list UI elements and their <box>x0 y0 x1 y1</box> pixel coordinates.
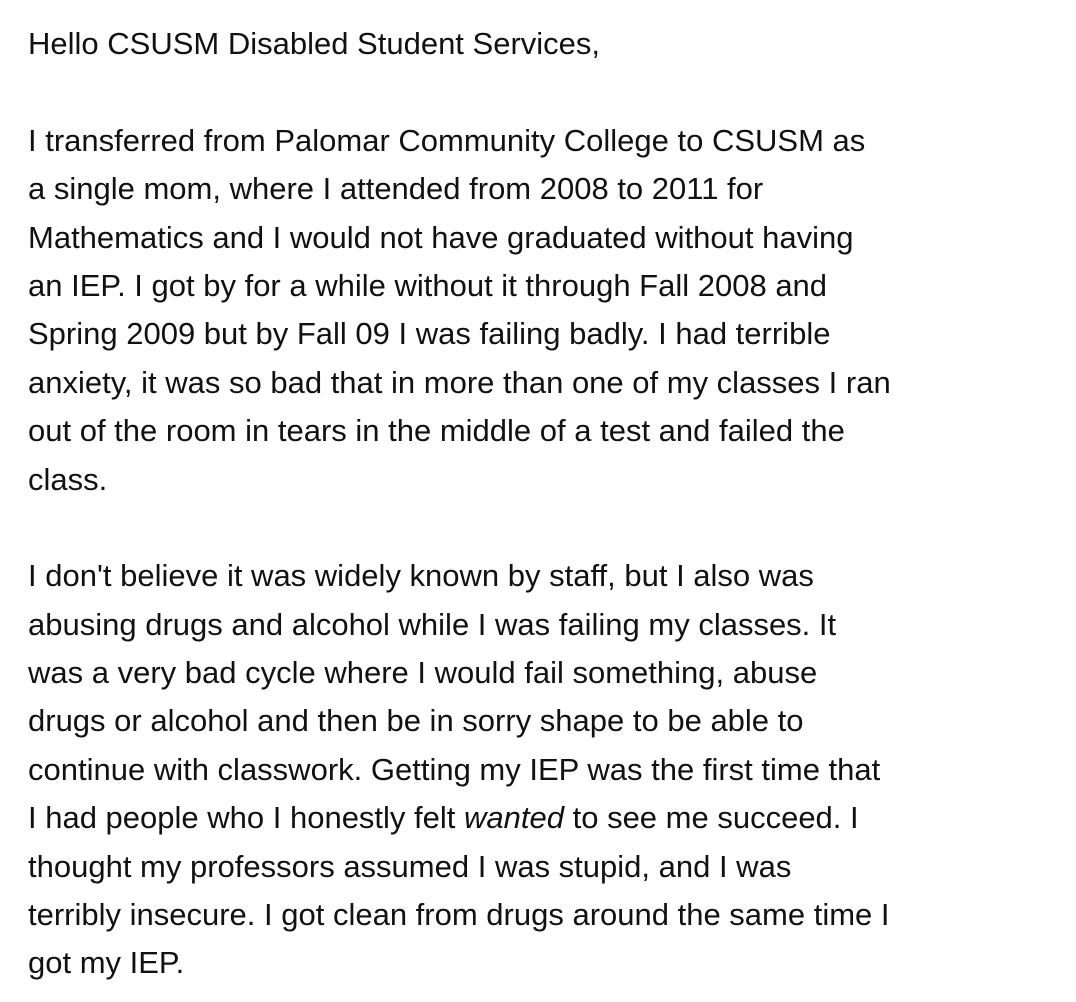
paragraph-line: out of the room in tears in the middle of a test and failed the <box>28 413 845 449</box>
letter-body <box>28 20 1068 988</box>
paragraph-line: Spring 2009 but by Fall 09 I was failing badly. I had terrible <box>28 316 831 352</box>
paragraph-line: I transferred from Palomar Community College to CSUSM as <box>28 122 866 158</box>
emphasized-word: wanted <box>464 800 564 836</box>
paragraph-transfer <box>28 117 1068 504</box>
paragraph-line: terribly insecure. I got clean from drugs around the same time I <box>28 897 890 933</box>
paragraph-line: abusing drugs and alcohol while I was failing my classes. It <box>28 606 837 642</box>
text-before-emphasis: I had people who I honestly felt <box>28 800 465 836</box>
paragraph-line: Mathematics and I would not have graduated without having <box>28 219 854 255</box>
paragraph-line: I don't believe it was widely known by staff, but I also was <box>28 558 814 594</box>
paragraph-line: continue with classwork. Getting my IEP was the first time that <box>28 751 881 787</box>
paragraph-line: thought my professors assumed I was stupid, and I was <box>28 848 792 884</box>
paragraph-line-emphasis <box>28 794 1068 842</box>
paragraph-line: class. <box>28 461 108 497</box>
greeting: Hello CSUSM Disabled Student Services, <box>28 26 601 61</box>
paragraph-gap <box>28 68 1068 116</box>
paragraph-line: got my IEP. <box>28 945 185 981</box>
text-after-emphasis: to see me succeed. I <box>563 800 859 836</box>
paragraph-recovery <box>28 552 1068 988</box>
paragraph-line: a single mom, where I attended from 2008 to 2011 for <box>28 171 764 207</box>
paragraph-line: drugs or alcohol and then be in sorry shape to be able to <box>28 703 804 739</box>
paragraph-gap <box>28 504 1068 552</box>
paragraph-line: an IEP. I got by for a while without it through Fall 2008 and <box>28 267 828 303</box>
paragraph-line: was a very bad cycle where I would fail something, abuse <box>28 655 818 691</box>
paragraph-line: anxiety, it was so bad that in more than one of my classes I ran <box>28 364 891 400</box>
